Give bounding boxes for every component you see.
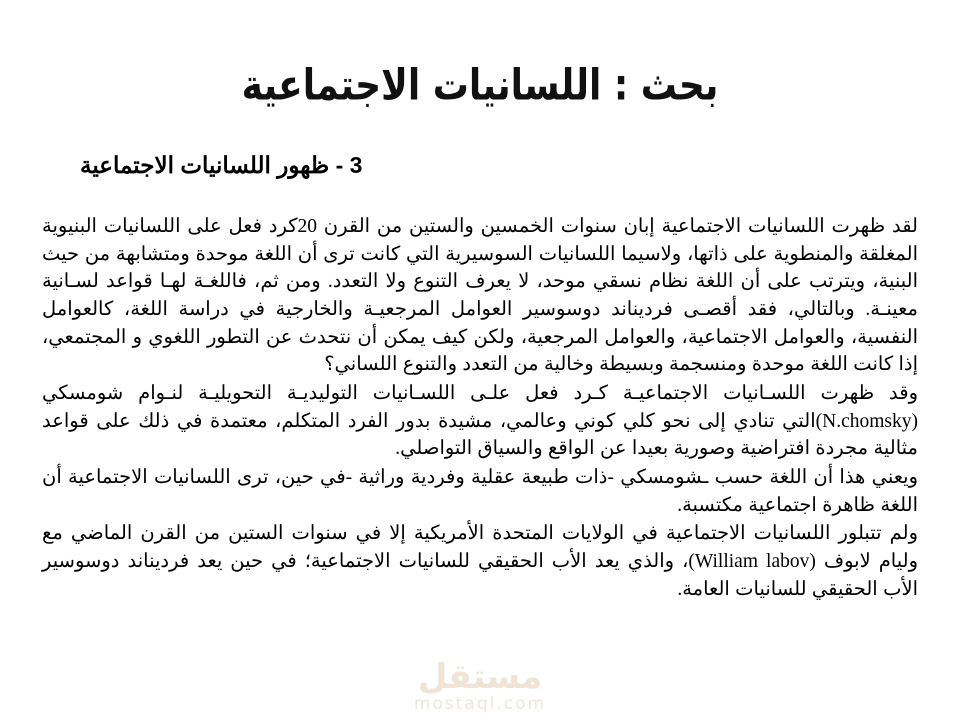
page-title: بحث : اللسانيات الاجتماعية bbox=[241, 61, 719, 110]
paragraph-4: ولم تتبلور اللسانيات الاجتماعية في الولايات المتحدة الأمريكية إلا في سنوات الستين من القرن الماضي مع وليام لابوف (William labov)، والذي يعد الأب الحقيقي للسانيات الاجتماعية؛ في حين يعد فرديناند دوسوسير الأب الحقيقي للسانيات العامة. bbox=[42, 523, 918, 600]
paragraph-2: وقد ظهرت اللسـانيات الاجتماعيـة كـرد فعل علـى اللسـانيات التوليديـة التحويليـة لنـوام شومسكي (N.chomsky)التي تنادي إلى نحو كلي كوني وعالمي، مشيدة بدور الفرد المتكلم، معتمدة في ذلك على قواعد مثالية مجردة افتراضية وصورية بعيدا عن الواقع والسياق التواصلي. bbox=[42, 383, 918, 460]
watermark-brand-text: مستقل bbox=[417, 656, 543, 697]
watermark-url-text: mostaql.com bbox=[413, 694, 547, 715]
watermark bbox=[0, 656, 960, 715]
paragraph-3: ويعني هذا أن اللغة حسب ـشومسكي -ذات طبيعة عقلية وفردية وراثية -في حين، ترى اللسانيات الاجتماعية أن اللغة ظاهرة اجتماعية مكتسبة. bbox=[42, 467, 918, 516]
paragraph-1: لقد ظهرت اللسانيات الاجتماعية إبان سنوات الخمسين والستين من القرن 20كرد فعل على اللسانيات البنيوية المغلقة والمنطوية على ذاتها، ولاسيما اللسانيات السوسيرية التي كانت ترى أن اللغة موحدة ومتشابهة من حيث البنية، ويترتب على أن اللغة نظام نسقي موحد، لا يعرف التنوع ولا التعدد. ومن ثم، فاللغـة لهـا قواعد لسـانية معينـة. وبالتالي، فقد أقصـى فرديناند دوسوسير العوامل المرجعيـة والخارجية في دراسة اللغة، كالعوامل النفسية، والعوامل الاجتماعية، والعوامل المرجعية، ولكن كيف يمكن أن نتحدث عن التطور اللغوي و المجتمعي، إذا كانت اللغة موحدة ومنسجمة وبسيطة وخالية من التعدد والتنوع اللساني؟ bbox=[42, 215, 918, 376]
body-copy bbox=[42, 181, 918, 604]
section-heading: 3 - ظهور اللسانيات الاجتماعية bbox=[80, 152, 363, 178]
